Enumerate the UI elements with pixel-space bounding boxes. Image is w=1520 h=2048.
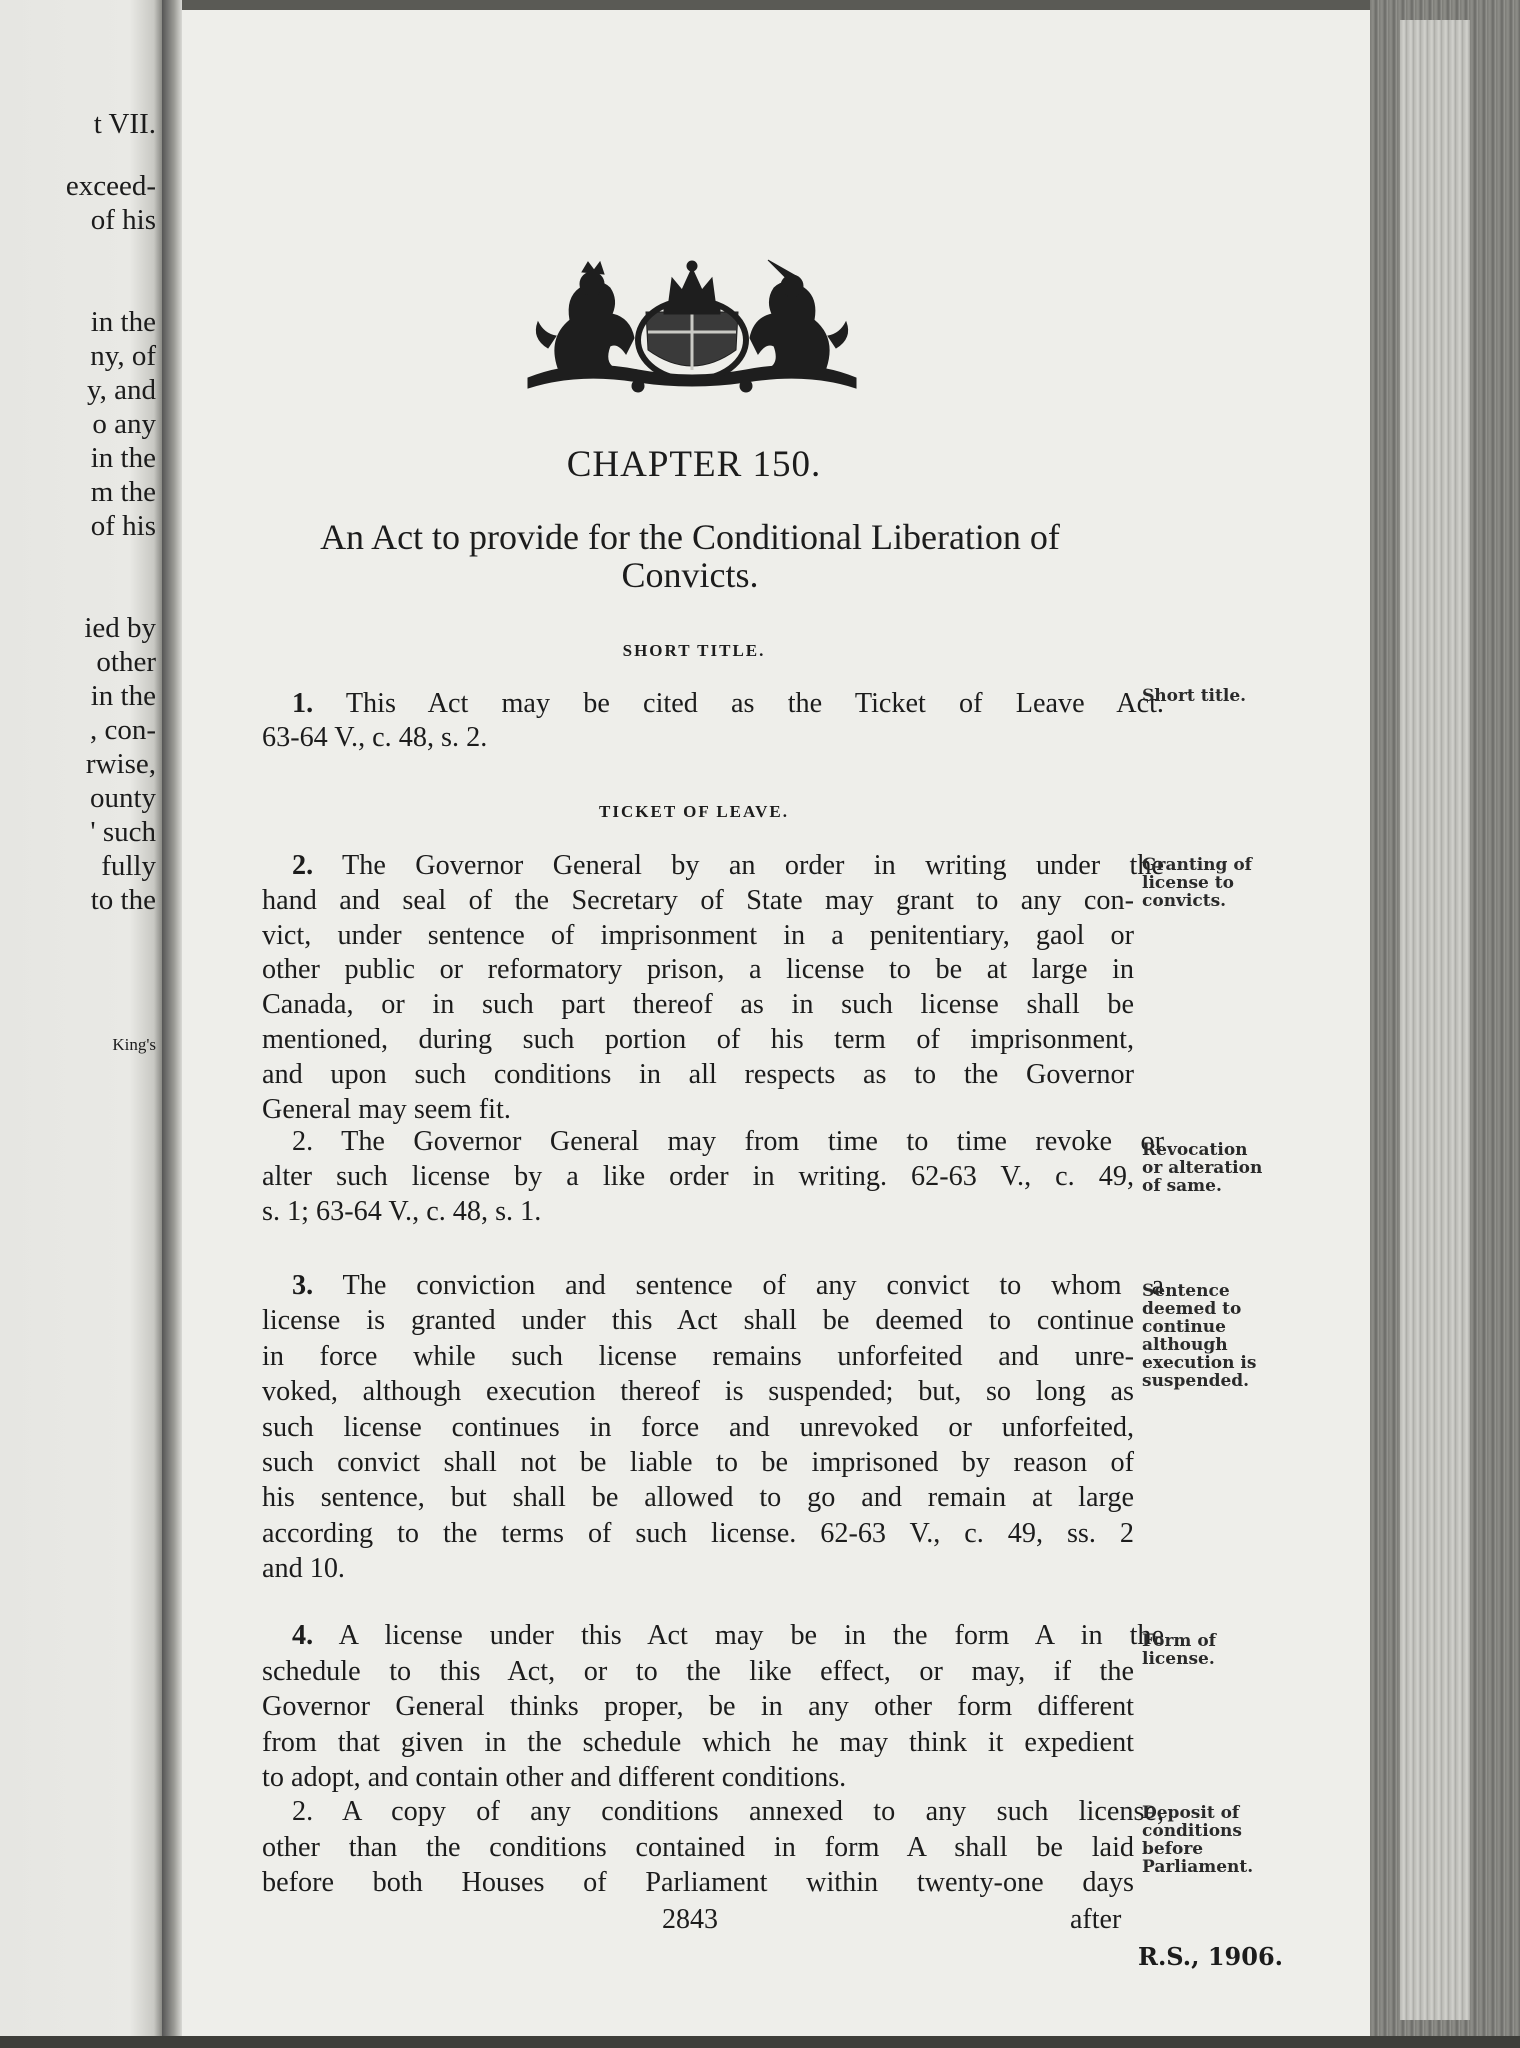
left-page-line: fully — [101, 850, 156, 882]
section-2-line: and upon such conditions in all respects as to the Governor — [262, 1058, 1134, 1090]
left-page-fragment — [0, 0, 162, 2048]
section-number: 3. — [292, 1270, 314, 1301]
section-2-line: other public or reformatory prison, a license to be at large in — [262, 954, 1134, 986]
margin-note-form: Form of license. — [1142, 1631, 1216, 1669]
section-4-line: other than the conditions contained in form A shall be laid — [262, 1831, 1134, 1863]
left-page-line: o any — [92, 408, 156, 440]
catchword: after — [1070, 1904, 1122, 1935]
act-title-line: An Act to provide for the Conditional Liberation of — [320, 517, 1060, 557]
left-page-line: King's — [112, 1035, 156, 1054]
left-page-line: in the — [90, 306, 156, 338]
section-4-line: to adopt, and contain other and different conditions. — [262, 1762, 847, 1794]
section-2-line: alter such license by a like order in writing. 62-63 V., c. 49, — [262, 1160, 1134, 1192]
section-number: 2. — [292, 850, 314, 881]
section-1-line: 1. This Act may be cited as the Ticket of Leave Act. — [292, 688, 1164, 719]
left-page-line: in the — [90, 442, 156, 474]
left-page-line: ny, of — [90, 340, 156, 372]
page-number: 2843 — [662, 1904, 718, 1935]
left-page-line: ied by — [84, 612, 156, 644]
margin-note-deposit: Deposit of conditions before Parliament. — [1142, 1803, 1254, 1877]
section-2-line: General may seem fit. — [262, 1093, 511, 1125]
act-title-line: Convicts. — [621, 555, 759, 595]
left-page-line: of his — [90, 510, 156, 542]
left-page-line: other — [96, 646, 156, 678]
chapter-heading: CHAPTER 150. — [566, 444, 822, 485]
volume-marker: R.S., 1906. — [1138, 1942, 1283, 1971]
margin-note-revocation: Revocation or alteration of same. — [1142, 1140, 1263, 1196]
left-page-line: in the — [90, 680, 156, 712]
section-2-line: hand and seal of the Secretary of State may grant to any con- — [262, 884, 1134, 916]
section-4-line: 2. A copy of any conditions annexed to any such license, — [292, 1796, 1164, 1827]
margin-note-short-title: Short title. — [1142, 686, 1247, 706]
section-4-line: from that given in the schedule which he may think it expedient — [262, 1726, 1134, 1758]
section-2-line: 2. The Governor General may from time to time revoke or — [292, 1126, 1164, 1157]
left-page-line: y, and — [87, 374, 156, 406]
heading-short-title: SHORT TITLE. — [622, 641, 766, 660]
section-4-line: 4. A license under this Act may be in the form A in the — [292, 1620, 1164, 1651]
section-number: 4. — [292, 1620, 314, 1651]
section-2-line: mentioned, during such portion of his term of imprisonment, — [262, 1024, 1134, 1055]
left-page-line: to the — [90, 884, 156, 916]
section-2-line: Canada, or in such part thereof as in such license shall be — [262, 989, 1134, 1021]
section-2-line: 2. The Governor General by an order in writing under the — [292, 850, 1164, 881]
left-page-line: m the — [90, 476, 156, 508]
royal-coat-of-arms-icon — [518, 258, 866, 398]
section-number: 1. — [292, 688, 314, 719]
section-3-line: in force while such license remains unforfeited and unre- — [262, 1340, 1134, 1372]
left-page-line: exceed- — [65, 170, 156, 202]
section-3-line: 3. The conviction and sentence of any convict to whom a — [292, 1270, 1164, 1301]
margin-note-sentence: Sentence deemed to continue although execution is suspended. — [1142, 1281, 1257, 1391]
page-edges — [1370, 0, 1520, 2048]
section-3-line: such convict shall not be liable to be imprisoned by reason of — [262, 1447, 1134, 1478]
left-page-line: rwise, — [85, 748, 156, 780]
left-page-line: of his — [90, 204, 156, 236]
left-page-line: t VII. — [93, 108, 156, 140]
act-title — [250, 518, 1130, 594]
section-4-line: before both Houses of Parliament within twenty-one days — [262, 1867, 1134, 1899]
left-page-line: ' such — [90, 816, 156, 848]
section-3-line: license is granted under this Act shall be deemed to continue — [262, 1305, 1134, 1337]
section-3-line: according to the terms of such license. 62-63 V., c. 49, ss. 2 — [262, 1517, 1134, 1549]
margin-note-granting: Granting of license to convicts. — [1142, 855, 1252, 911]
scan-bottom-edge — [0, 2036, 1520, 2048]
section-4-line: schedule to this Act, or to the like effect, or may, if the — [262, 1655, 1134, 1687]
section-2-line: s. 1; 63-64 V., c. 48, s. 1. — [262, 1195, 542, 1227]
section-4-line: Governor General thinks proper, be in any other form different — [262, 1691, 1134, 1723]
section-3-line: such license continues in force and unrevoked or unforfeited, — [262, 1411, 1134, 1443]
section-3-line: his sentence, but shall be allowed to go and remain at large — [262, 1482, 1134, 1514]
left-page-line: , con- — [89, 714, 156, 746]
book-gutter — [162, 0, 182, 2048]
heading-ticket-of-leave: TICKET OF LEAVE. — [599, 802, 789, 821]
section-2-line: vict, under sentence of imprisonment in a penitentiary, gaol or — [262, 919, 1134, 951]
left-page-line: ounty — [89, 782, 156, 814]
section-3-line: and 10. — [262, 1553, 345, 1585]
section-1-line: 63-64 V., c. 48, s. 2. — [262, 722, 488, 753]
section-3-line: voked, although execution thereof is suspended; but, so long as — [262, 1376, 1134, 1408]
